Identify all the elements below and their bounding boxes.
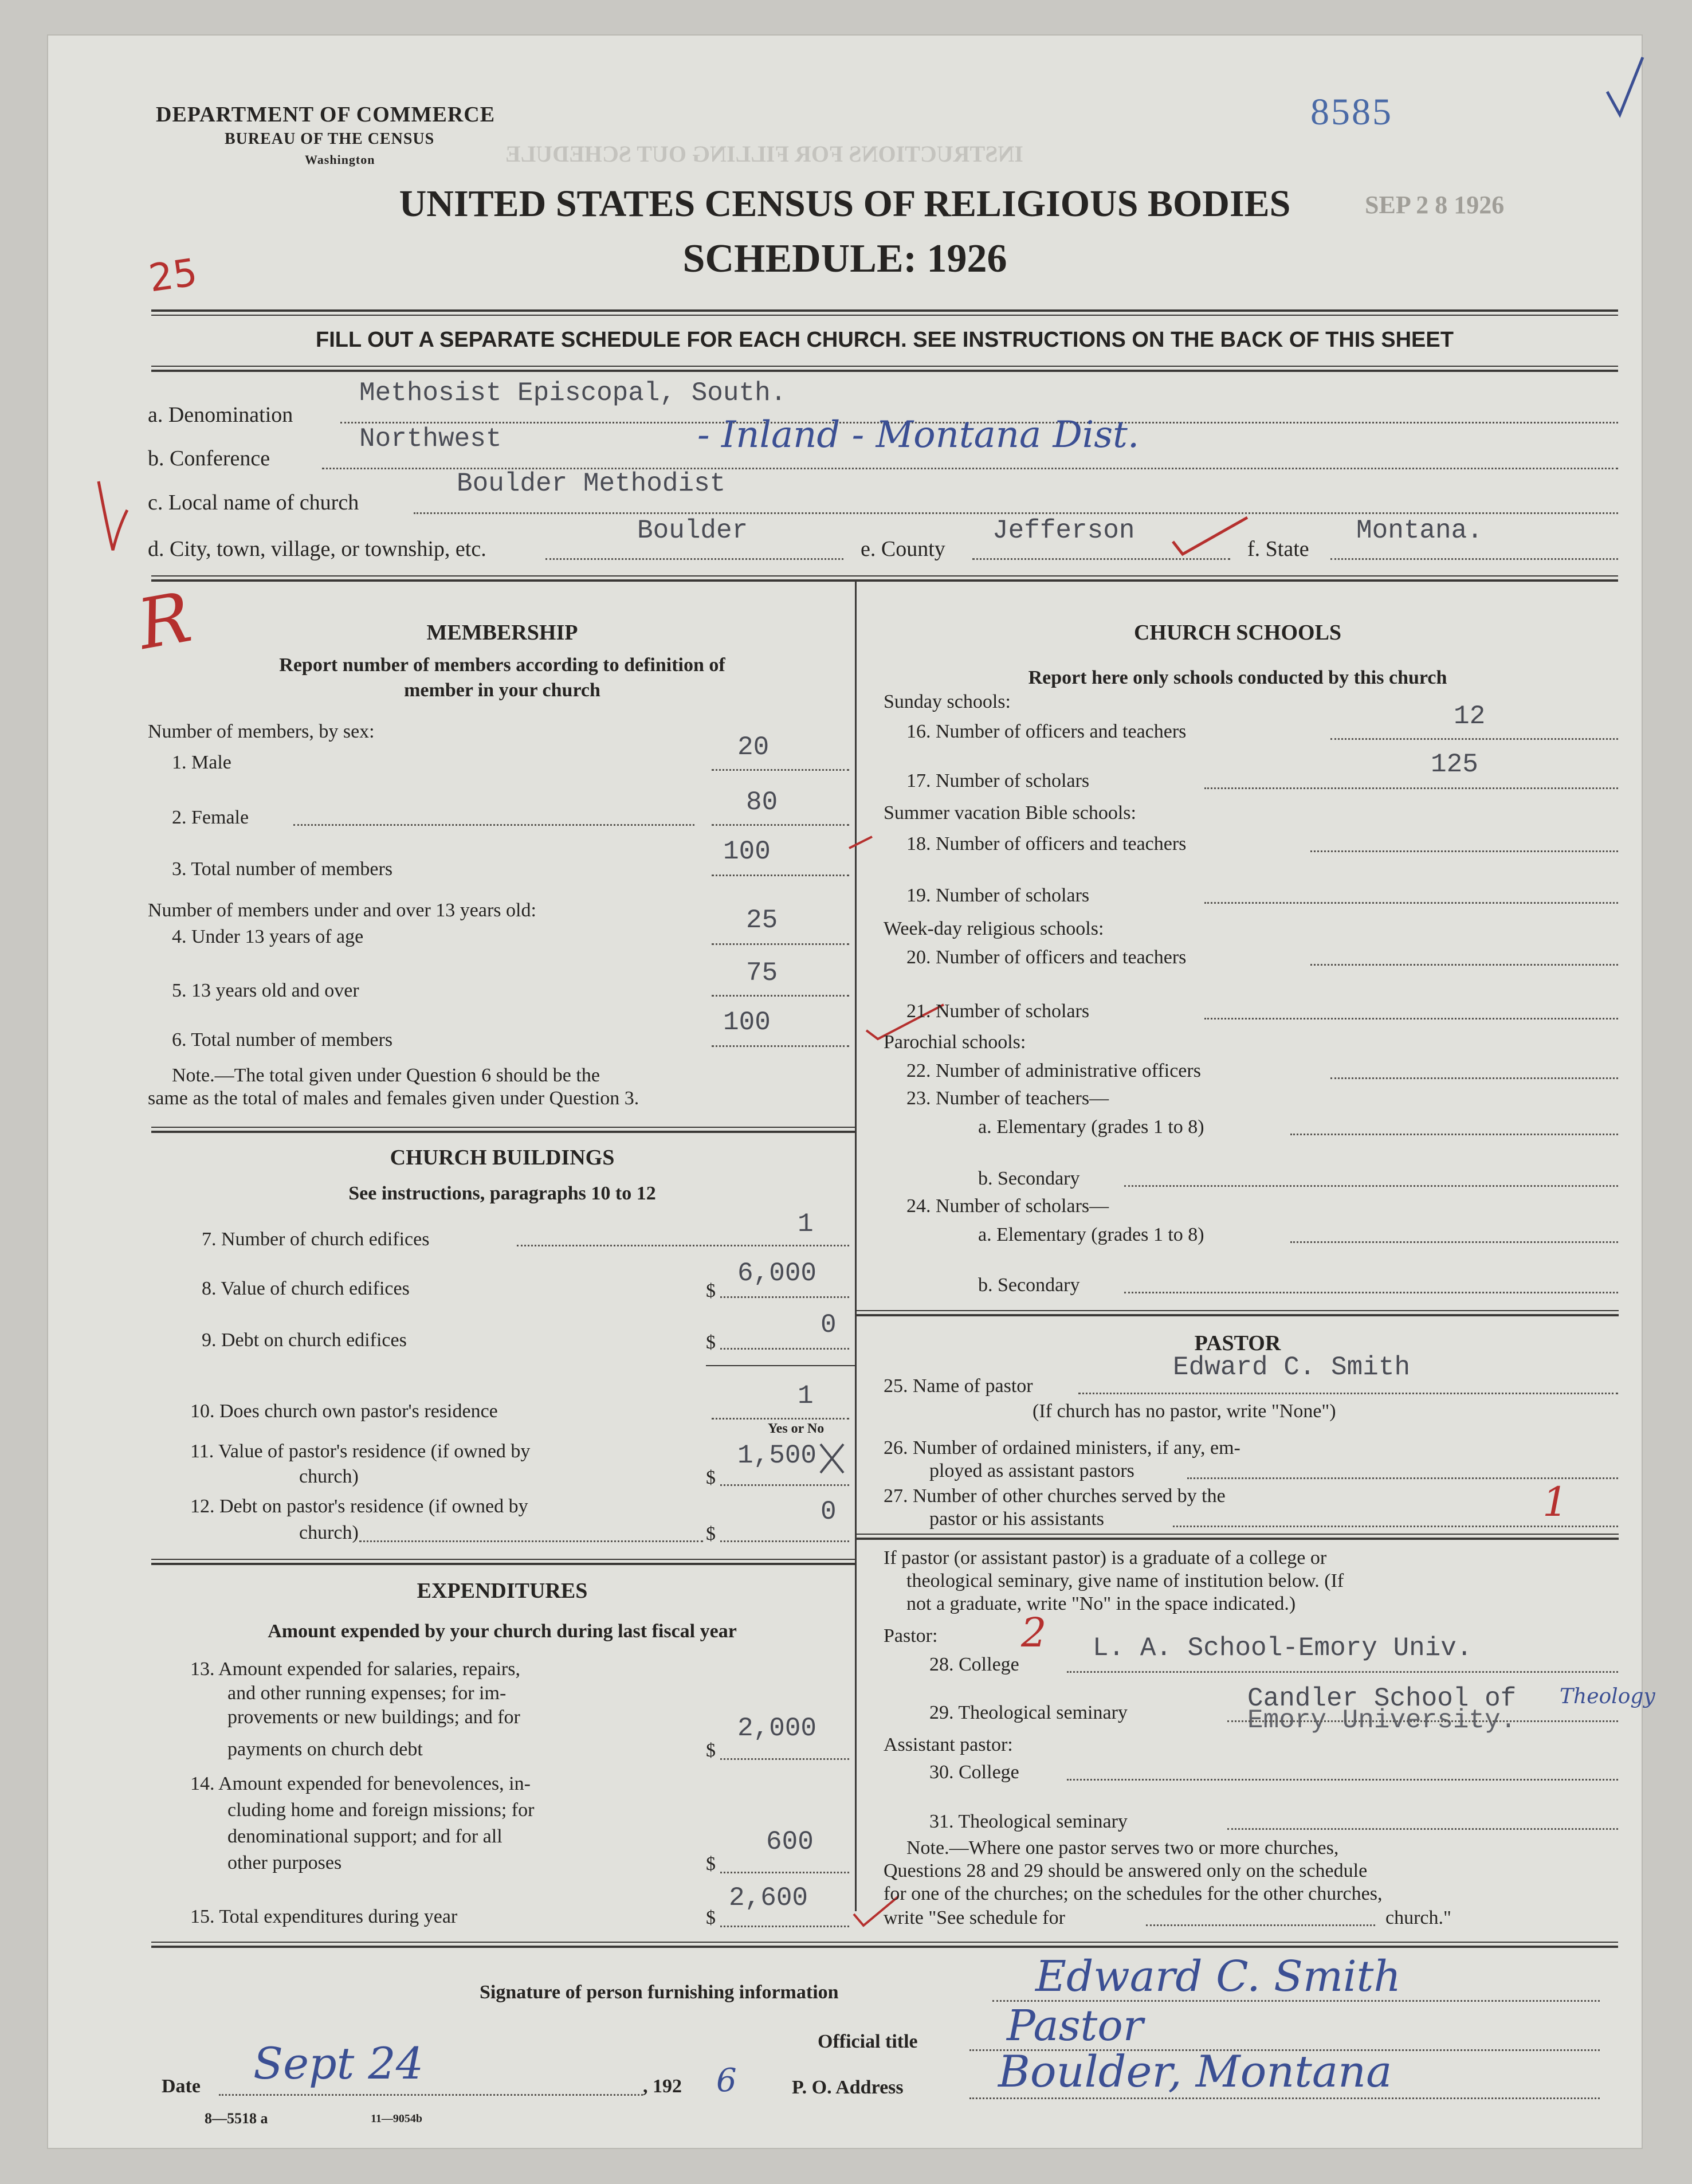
red-check-mark-icon	[1170, 513, 1250, 559]
q3-label: 3. Total number of members	[172, 858, 393, 880]
q4-label: 4. Under 13 years of age	[172, 926, 364, 947]
department-label: DEPARTMENT OF COMMERCE	[156, 103, 496, 127]
date-value[interactable]: Sept 24	[253, 2038, 424, 2089]
q13-dollar: $	[706, 1740, 716, 1761]
q8-label: 8. Value of church edifices	[202, 1278, 410, 1299]
q14-amount-value[interactable]: 600	[766, 1827, 814, 1857]
q17-label: 17. Number of scholars	[906, 770, 1090, 791]
q18-label: 18. Number of officers and teachers	[906, 833, 1187, 854]
q29-seminary-value[interactable]: Candler School of	[1247, 1684, 1517, 1714]
q16-officers-value[interactable]: 12	[1454, 701, 1486, 731]
q25-pastor-name-value[interactable]: Edward C. Smith	[1173, 1352, 1411, 1382]
q2-female-value[interactable]: 80	[746, 787, 778, 817]
q13-label: 13. Amount expended for salaries, repairs,	[190, 1658, 520, 1680]
q15-total-value[interactable]: 2,600	[729, 1883, 808, 1913]
weekday-schools-label: Week-day religious schools:	[884, 918, 1104, 939]
q25-note: (If church has no pastor, write "None")	[1033, 1401, 1336, 1422]
conference-value[interactable]: Northwest	[359, 424, 502, 454]
q12-label-cont: church)	[299, 1522, 359, 1543]
separate-schedule-instruction: FILL OUT A SEPARATE SCHEDULE FOR EACH CHURCH. SEE INSTRUCTIONS ON THE BACK OF THIS SHEET	[316, 328, 1454, 352]
q9-debt-value[interactable]: 0	[821, 1310, 837, 1340]
bureau-label: BUREAU OF THE CENSUS	[225, 130, 435, 148]
q6-total-value[interactable]: 100	[723, 1007, 771, 1037]
parochial-schools-label: Parochial schools:	[884, 1032, 1026, 1053]
schedule-number: 8585	[1310, 91, 1393, 133]
expenditures-heading: EXPENDITURES	[417, 1579, 588, 1603]
q12-debt-value[interactable]: 0	[821, 1497, 837, 1527]
q24a-label: a. Elementary (grades 1 to 8)	[978, 1224, 1204, 1245]
q16-label: 16. Number of officers and teachers	[906, 721, 1187, 742]
q27-label-cont: pastor or his assistants	[929, 1508, 1105, 1530]
q13-label-2: and other running expenses; for im-	[227, 1683, 507, 1704]
q11-label: 11. Value of pastor's residence (if owned by	[190, 1441, 531, 1462]
city-value[interactable]: Boulder	[637, 516, 748, 546]
q13-label-3: provements or new buildings; and for	[227, 1707, 520, 1728]
q4-under-13-value[interactable]: 25	[746, 905, 778, 935]
q20-label: 20. Number of officers and teachers	[906, 947, 1187, 968]
graduate-instruction-3: not a graduate, write "No" in the space indicated.)	[906, 1593, 1296, 1614]
q25-label: 25. Name of pastor	[884, 1375, 1033, 1397]
pastor-note-4: write "See schedule for	[884, 1907, 1065, 1928]
q24b-label: b. Secondary	[978, 1275, 1080, 1296]
buildings-heading: CHURCH BUILDINGS	[390, 1146, 615, 1170]
summer-schools-label: Summer vacation Bible schools:	[884, 802, 1136, 824]
q24-label: 24. Number of scholars—	[906, 1195, 1109, 1217]
official-title-value[interactable]: Pastor	[1007, 2001, 1144, 2050]
q23b-label: b. Secondary	[978, 1168, 1080, 1189]
membership-intro: Report number of members according to definition of	[279, 654, 725, 676]
q14-label-4: other purposes	[227, 1852, 342, 1873]
form-subtitle: SCHEDULE: 1926	[682, 237, 1007, 281]
county-label: e. County	[861, 537, 945, 561]
red-annotation-letter: R	[132, 578, 197, 665]
red-annotation-number: 25	[146, 250, 200, 301]
q8-dollar: $	[706, 1280, 716, 1301]
denomination-value[interactable]: Methosist Episcopal, South.	[359, 378, 787, 408]
check-mark-icon	[1603, 52, 1648, 120]
local-church-name-label: c. Local name of church	[148, 491, 359, 515]
q5-label: 5. 13 years old and over	[172, 980, 359, 1001]
q23a-label: a. Elementary (grades 1 to 8)	[978, 1116, 1204, 1138]
q6-label: 6. Total number of members	[172, 1029, 393, 1050]
expenditures-sub: Amount expended by your church during last fiscal year	[268, 1621, 737, 1642]
q10-label: 10. Does church own pastor's residence	[190, 1401, 498, 1422]
q15-label: 15. Total expenditures during year	[190, 1906, 458, 1927]
city-label: Washington	[305, 152, 375, 167]
q5-over-13-value[interactable]: 75	[746, 958, 778, 988]
q26-label-cont: ployed as assistant pastors	[929, 1460, 1134, 1481]
q7-label: 7. Number of church edifices	[202, 1229, 430, 1250]
conference-label: b. Conference	[148, 446, 270, 470]
q22-label: 22. Number of administrative officers	[906, 1060, 1201, 1081]
q15-dollar: $	[706, 1907, 716, 1928]
q10-residence-value[interactable]: 1	[798, 1381, 814, 1411]
q12-label: 12. Debt on pastor's residence (if owned by	[190, 1496, 528, 1517]
members-by-age-label: Number of members under and over 13 years old:	[148, 900, 536, 921]
buildings-sub: See instructions, paragraphs 10 to 12	[348, 1183, 656, 1204]
pastor-note: Note.—Where one pastor serves two or more churches,	[906, 1837, 1339, 1858]
census-schedule-sheet	[47, 34, 1655, 2149]
pastor-note-3: for one of the churches; on the schedules for the other churches,	[884, 1883, 1383, 1904]
q11-label-cont: church)	[299, 1466, 359, 1487]
denomination-label: a. Denomination	[148, 403, 293, 427]
pastor-red-mark: 2	[1021, 1609, 1047, 1656]
q14-label-3: denominational support; and for all	[227, 1826, 503, 1847]
q8-value-edifices[interactable]: 6,000	[737, 1258, 817, 1288]
q11-residence-value[interactable]: 1,500	[737, 1441, 817, 1471]
q1-male-value[interactable]: 20	[737, 732, 770, 762]
schools-intro: Report here only schools conducted by this church	[1028, 667, 1447, 688]
members-by-sex-label: Number of members, by sex:	[148, 721, 375, 742]
schools-heading: CHURCH SCHOOLS	[1133, 621, 1342, 645]
q3-total-value[interactable]: 100	[723, 837, 771, 866]
pastor-heading: PASTOR	[1194, 1331, 1281, 1355]
membership-note-cont: same as the total of males and females given under Question 3.	[148, 1088, 639, 1109]
q2-label: 2. Female	[172, 807, 249, 828]
q14-label: 14. Amount expended for benevolences, in-	[190, 1773, 531, 1794]
q31-label: 31. Theological seminary	[929, 1811, 1128, 1832]
q13-amount-value[interactable]: 2,000	[737, 1714, 817, 1743]
q27-value[interactable]: 1	[1542, 1479, 1568, 1526]
red-check-mark-icon	[846, 825, 881, 860]
q12-dollar: $	[706, 1523, 716, 1544]
membership-heading: MEMBERSHIP	[426, 621, 578, 645]
q30-label: 30. College	[929, 1762, 1019, 1783]
cross-mark-icon	[815, 1438, 849, 1479]
q13-label-4: payments on church debt	[227, 1739, 423, 1760]
q9-dollar: $	[706, 1332, 716, 1353]
county-value[interactable]: Jefferson	[992, 516, 1135, 546]
po-address-label: P. O. Address	[792, 2077, 904, 2098]
q27-label: 27. Number of other churches served by the	[884, 1485, 1226, 1507]
conference-handwritten-district: - Inland - Montana Dist.	[697, 414, 1140, 456]
q1-label: 1. Male	[172, 752, 231, 773]
q17-scholars-value[interactable]: 125	[1431, 750, 1478, 779]
assistant-pastor-label: Assistant pastor:	[884, 1734, 1013, 1755]
q9-label: 9. Debt on church edifices	[202, 1330, 407, 1351]
date-label: Date	[162, 2076, 201, 2097]
state-label: f. State	[1247, 537, 1309, 561]
received-date-stamp: SEP 2 8 1926	[1365, 191, 1505, 219]
q26-label: 26. Number of ordained ministers, if any, em-	[884, 1437, 1240, 1458]
q29-label: 29. Theological seminary	[929, 1702, 1128, 1723]
year-digit-value[interactable]: 6	[716, 2062, 737, 2099]
q14-dollar: $	[706, 1853, 716, 1875]
po-address-value[interactable]: Boulder, Montana	[998, 2046, 1392, 2097]
membership-note: Note.—The total given under Question 6 should be the	[172, 1065, 600, 1086]
q29-handwritten-theology: Theology	[1560, 1685, 1655, 1708]
form-number: 8—5518 a	[205, 2110, 268, 2127]
official-title-label: Official title	[818, 2031, 918, 2052]
q28-college-value[interactable]: L. A. School-Emory Univ.	[1093, 1633, 1473, 1663]
q29-seminary-value-2[interactable]: Emory University.	[1247, 1705, 1517, 1735]
graduate-instruction-2: theological seminary, give name of institution below. (If	[906, 1570, 1344, 1591]
bleed-through-title: INSTRUCTIONS FOR FILLING OUT SCHEDULE	[505, 141, 1023, 167]
signature-label: Signature of person furnishing information	[480, 1982, 839, 2003]
city-label-field: d. City, town, village, or township, etc.	[148, 537, 486, 561]
year-prefix: , 192	[643, 2076, 682, 2097]
form-number-2: 11—9054b	[371, 2112, 423, 2125]
pastor-note-5: church."	[1385, 1907, 1451, 1928]
q21-label: 21. Number of scholars	[906, 1001, 1090, 1022]
yes-no-caption: Yes or No	[768, 1421, 825, 1436]
red-check-mark-icon	[96, 476, 130, 556]
pastor-label: Pastor:	[884, 1625, 938, 1646]
local-church-name-value[interactable]: Boulder Methodist	[457, 469, 726, 499]
sunday-schools-label: Sunday schools:	[884, 691, 1011, 712]
pastor-note-2: Questions 28 and 29 should be answered only on the schedule	[884, 1860, 1368, 1881]
graduate-instruction: If pastor (or assistant pastor) is a graduate of a college or	[884, 1547, 1327, 1569]
state-value[interactable]: Montana.	[1356, 516, 1483, 546]
q19-label: 19. Number of scholars	[906, 885, 1090, 906]
q11-dollar: $	[706, 1467, 716, 1488]
membership-intro-cont: member in your church	[404, 680, 600, 701]
form-title: UNITED STATES CENSUS OF RELIGIOUS BODIES	[399, 183, 1291, 225]
q7-edifices-value[interactable]: 1	[798, 1209, 814, 1239]
q28-label: 28. College	[929, 1654, 1019, 1675]
q23-label: 23. Number of teachers—	[906, 1088, 1109, 1109]
q14-label-2: cluding home and foreign missions; for	[227, 1799, 535, 1821]
signature-value[interactable]: Edward C. Smith	[1035, 1952, 1402, 2001]
